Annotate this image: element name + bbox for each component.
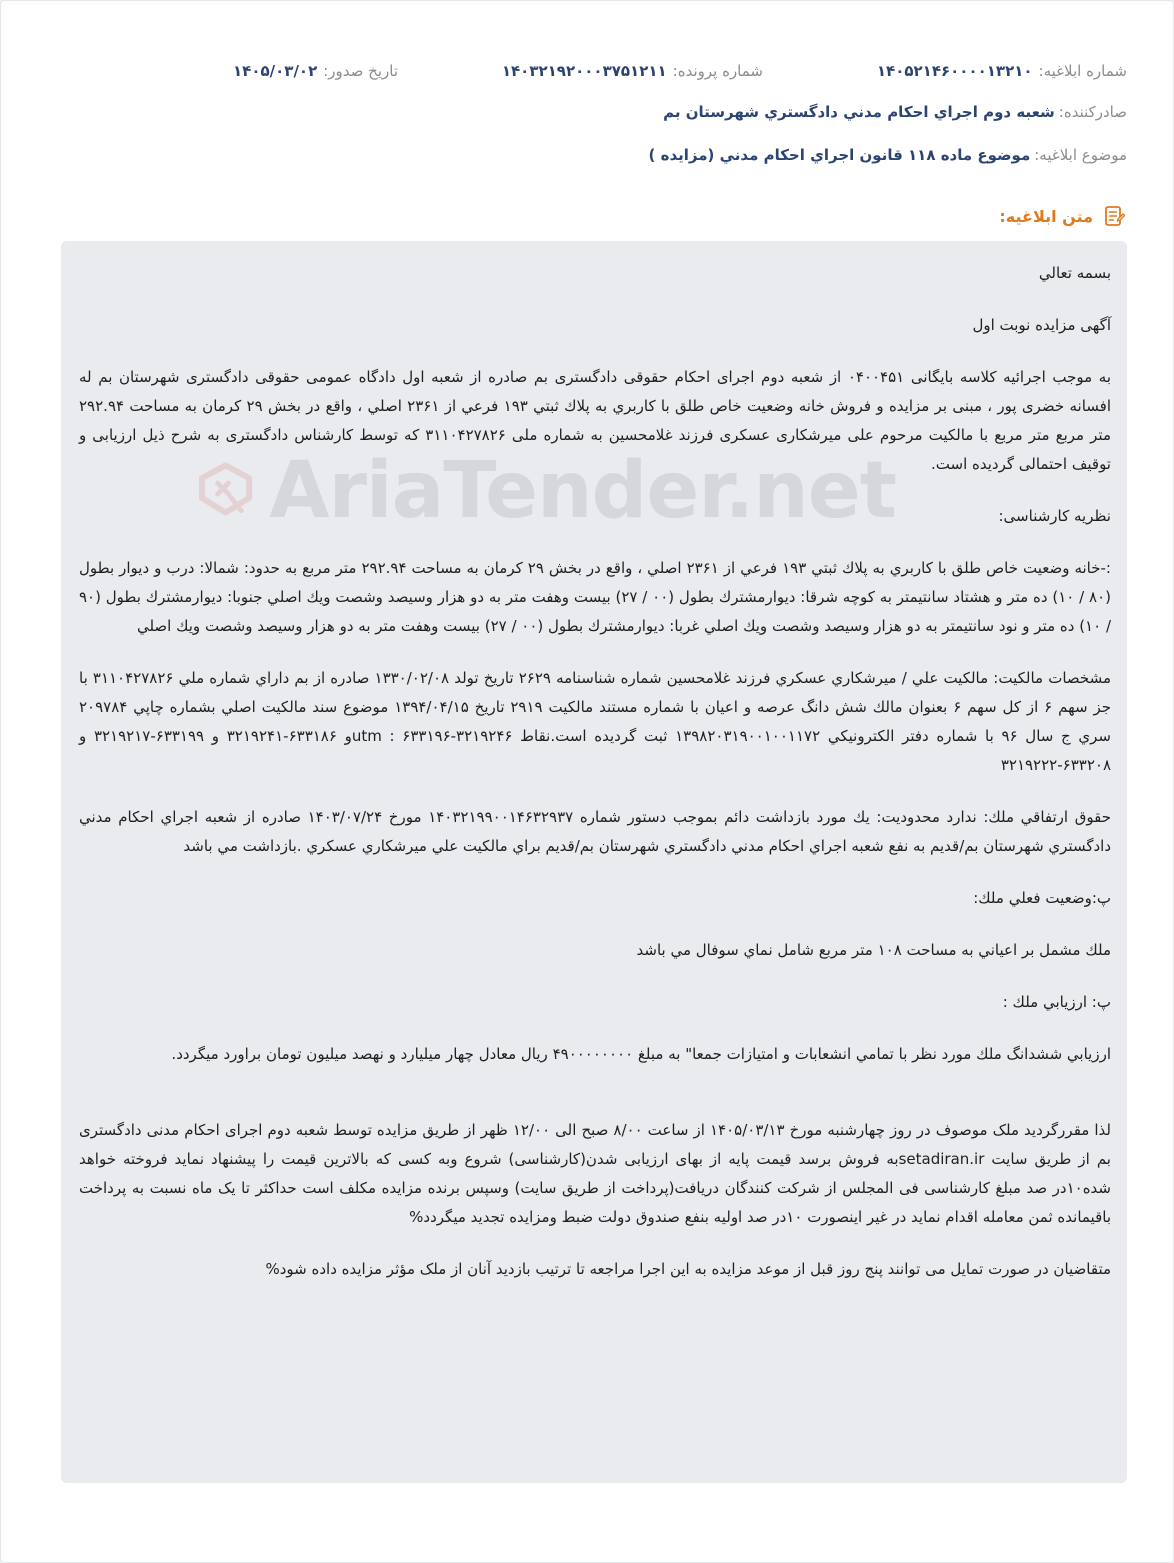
issuer-value: شعبه دوم اجراي احكام مدني دادگستري شهرستان بم bbox=[663, 103, 1055, 121]
body-paragraph: ارزيابي ششدانگ ملك مورد نظر با تمامي انشعابات و امتيازات جمعا" به مبلغ ۴۹۰۰۰۰۰۰۰۰ ريال معادل چهار ميليارد و نهصد ميليون تومان براورد ميگردد. bbox=[171, 1045, 1111, 1063]
body-paragraph: لذا مقررگردید ملک موصوف در روز چهارشنبه مورخ ۱۴۰۵/۰۳/۱۳ از ساعت ۸/۰۰ صبح الی ۱۲/۰۰ ظهر از طریق مزایده توسط شعبه دوم اجرای احکام مدنی دادگستری بم از طریق سایت setadiran.irبه فروش برسد قیمت پایه از بهای ارزیابی شدن(کارشناسی) شروع وبه کسی که بالاترین قیمت را پیشنهاد نماید فروخته خواهد شده۱۰در صد مبلغ کارشناسی فی المجلس از شرکت کنندگان دریافت(پرداخت از طریق سایت) وسپس برنده مزایده مکلف است حداکثر تا یک ماه نسبت به پرداخت باقیمانده ثمن معامله اقدام نماید در غیر اینصورت ۱۰در صد اولیه بنفع صندوق دولت ضبط ومزایده تجدید میگردد% bbox=[79, 1121, 1111, 1226]
subject-value: موضوع ماده ۱۱۸ قانون اجراي احكام مدني (مزايده ) bbox=[648, 146, 1031, 164]
body-paragraph: پ:وضعيت فعلي ملك: bbox=[973, 889, 1111, 907]
subject-row bbox=[649, 142, 1127, 168]
notice-body-panel bbox=[61, 241, 1127, 1483]
subject-label: موضوع ابلاغیه: bbox=[1034, 146, 1127, 164]
notice-text-title: متن ابلاغیه: bbox=[999, 206, 1093, 226]
body-paragraph: به موجب اجرائیه کلاسه بایگانی ۰۴۰۰۴۵۱ از شعبه دوم اجرای احکام حقوقی دادگستری بم صادره از شعبه اول دادگاه عمومی حقوقی دادگستری شهرستان بم له افسانه خضری پور ، مبنی بر مزایده و فروش خانه وضعیت خاص طلق با کاربري به پلاك ثبتي ۱۹۳ فرعي از ۲۳۶۱ اصلي ، واقع در بخش ۲۹ كرمان به مساحت ۲۹۲.۹۴ متر مربع متر مربع با مالکیت مرحوم علی میرشکاری عسکری فرزند غلامحسین به شماره ملی ۳۱۱۰۴۲۷۸۲۶ که توسط کارشناس دادگستری به شرح ذیل ارزیابی و توقیف احتمالی گردیده است. bbox=[79, 368, 1112, 473]
body-paragraph: ملك مشمل بر اعياني به مساحت ۱۰۸ متر مربع شامل نماي سوفال مي باشد bbox=[636, 941, 1111, 959]
body-paragraph: متقاضیان در صورت تمایل می توانند پنج روز قبل از موعد مزایده به این اجرا مراجعه تا ترتیب بازدید آنان از ملک مؤثر مزایده داده شود% bbox=[265, 1260, 1111, 1278]
body-paragraph: پ: ارزيابي ملك : bbox=[1002, 993, 1111, 1011]
file-number-row bbox=[502, 59, 763, 83]
notice-number-value: ۱۴۰۵۲۱۴۶۰۰۰۰۱۳۲۱۰ bbox=[876, 62, 1033, 80]
issuer-row bbox=[663, 99, 1127, 125]
notice-body bbox=[79, 259, 1111, 1307]
body-paragraph: مشخصات مالكيت: مالكيت علي / ميرشكاري عسكري فرزند غلامحسين شماره شناسنامه ۲۶۲۹ تاريخ تولد ۱۳۳۰/۰۲/۰۸ صادره از بم داراي شماره ملي ۳۱۱۰۴۲۷۸۲۶ با جز سهم ۶ از كل سهم ۶ بعنوان مالك شش دانگ عرصه و اعيان با شماره مستند مالكيت ۲۹۱۹ تاريخ ۱۳۹۴/۰۴/۱۵ موضوع سند مالكيت اصلي بشماره چاپي ۲۰۹۷۸۴ سري ج سال ۹۶ با شماره دفتر الكترونيكي ۱۳۹۸۲۰۳۱۹۰۰۱۰۰۱۱۷۲ ثبت گرديده است.نقاط utm : ۶۳۳۱۹۶-۳۲۱۹۲۴۶و ۶۳۳۱۸۶-۳۲۱۹۲۴۱ و ۶۳۳۱۹۹-۳۲۱۹۲۱۷ و ۶۳۳۲۰۸-۳۲۱۹۲۲۲ bbox=[79, 669, 1111, 774]
body-paragraph: آگهی مزایده نوبت اول bbox=[972, 316, 1111, 334]
file-number-label: شماره پرونده: bbox=[672, 62, 763, 80]
issue-date-value: ۱۴۰۵/۰۳/۰۲ bbox=[233, 62, 318, 80]
body-paragraph: :-خانه وضعیت خاص طلق با كاربري به پلاك ثبتي ۱۹۳ فرعي از ۲۳۶۱ اصلي ، واقع در بخش ۲۹ كرمان به مساحت ۲۹۲.۹۴ متر مربع به حدود: شمالا: درب و ديوار بطول (۸۰ / ۱۰) ده متر و هشتاد سانتيمتر به كوچه شرقا: ديوارمشترك بطول (۰۰ / ۲۷) بيست وهفت متر به دو هزار وسيصد وشصت ويك اصلي جنوبا: ديوارمشترك بطول (۹۰ / ۱۰) ده متر و نود سانتيمتر به دو هزار وسيصد وشصت ويك اصلي غربا: ديوارمشترك بطول (۰۰ / ۲۷) بيست وهفت متر به دو هزار وسيصد وشصت ويك اصلي bbox=[79, 559, 1112, 635]
issue-date-row bbox=[233, 59, 398, 83]
watermark-text: AriaTender.net bbox=[269, 446, 896, 536]
notice-number-label: شماره ابلاغیه: bbox=[1038, 62, 1127, 80]
spacer bbox=[79, 1092, 1111, 1116]
notice-text-header bbox=[999, 201, 1127, 231]
notice-number-row bbox=[771, 59, 1127, 83]
document-text-icon bbox=[1101, 203, 1127, 229]
issue-date-label: تاریخ صدور: bbox=[323, 62, 398, 80]
body-paragraph: بسمه تعالي bbox=[1038, 264, 1111, 282]
body-paragraph: حقوق ارتفاقي ملك: ندارد محدوديت: يك مورد بازداشت دائم بموجب دستور شماره ۱۴۰۳۲۱۹۹۰۰۱۴۶۳۲۹۳۷ مورخ ۱۴۰۳/۰۷/۲۴ صادره از شعبه اجراي احكام مدني دادگستري شهرستان بم/قديم به نفع شعبه اجراي احكام مدني دادگستري شهرستان بم/قديم براي مالكيت علي ميرشكاري عسكري .بازداشت مي باشد bbox=[79, 808, 1111, 855]
body-paragraph: نظریه کارشناسی: bbox=[998, 507, 1111, 525]
file-number-value: ۱۴۰۳۲۱۹۲۰۰۰۳۷۵۱۲۱۱ bbox=[501, 62, 667, 80]
issuer-label: صادرکننده: bbox=[1058, 103, 1127, 121]
